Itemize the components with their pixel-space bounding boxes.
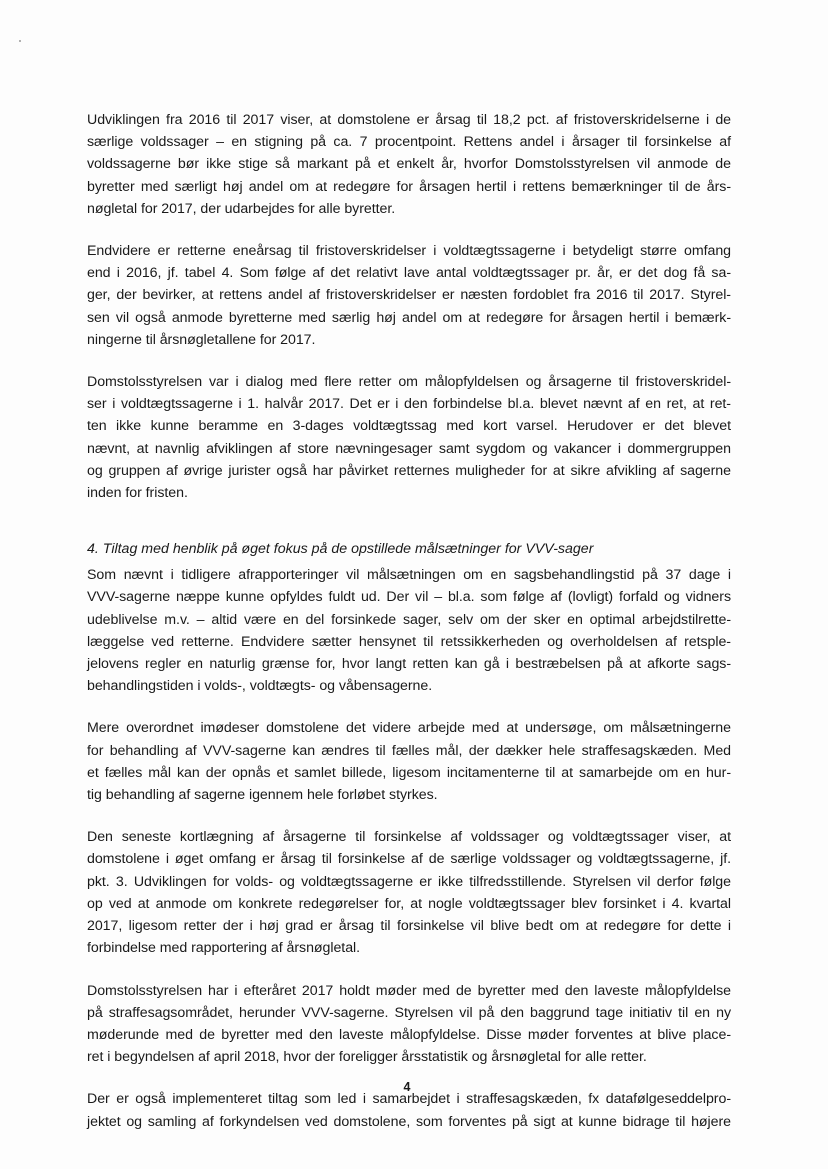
section-heading: 4. Tiltag med henblik på øget fokus på de opstillede målsætninger for VVV-sager (87, 541, 594, 558)
page-number: 4 (403, 1080, 411, 1094)
text-line: pkt. 3. Udviklingen for volds- og voldtægtssagerne er ikke tilfredsstillende. Styrelsen vil derfor følge (87, 873, 731, 890)
text-line: ger, der bevirker, at rettens andel af fristoverskridelser er næsten fordoblet fra 2016 til 2017. Styrel- (87, 287, 731, 304)
text-line: Mere overordnet imødeser domstolene det videre arbejde med at undersøge, om målsætningerne (87, 720, 731, 737)
text-line: end i 2016, jf. tabel 4. Som følge af det relativt lave antal voldtægtssager pr. år, er det dog få sa- (87, 265, 731, 282)
text-line: voldssagerne bør ikke stige så markant på et enkelt år, hvorfor Domstolsstyrelsen vil anmode de (87, 156, 731, 173)
text-line: Udviklingen fra 2016 til 2017 viser, at domstolene er årsag til 18,2 pct. af fristoverskridelserne i de (87, 112, 731, 128)
text-line: ten ikke kunne beramme en 3-dages voldtægtssag med kort varsel. Herudover er det blevet (87, 418, 731, 435)
scan-speck (19, 40, 21, 42)
text-line: udeblivelse m.v. – altid være en del forsinkede sager, selv om der sker en optimal arbejdstilrette- (87, 611, 731, 628)
paragraph-4 (87, 564, 731, 697)
text-line: op ved at anmode om konkrete redegørelser for, at nogle voldtægtssager blev forsinket i 4. kvartal (87, 895, 731, 912)
text-line: møderunde med de byretter med den laveste målopfyldelse. Disse møder forventes at blive place- (87, 1026, 731, 1043)
text-line: 2017, ligesom retter der i høj grad er årsag til forsinkelse vil blive bedt om at redegøre for dette i (87, 918, 731, 935)
text-line: VVV-sagerne næppe kunne opfyldes fuldt ud. Der vil – bl.a. som følge af (lovligt) forfald og vidners (87, 589, 731, 606)
paragraph-1 (87, 109, 731, 220)
text-line: behandlingstiden i volds-, voldtægts- og våbensagerne. (87, 678, 433, 695)
text-line: tig behandling af sagerne igennem hele forløbet styrkes. (87, 787, 438, 804)
paragraph-2 (87, 240, 731, 351)
text-line: Endvidere er retterne eneårsag til fristoverskridelser i voldtægtssagerne i betydeligt større omfang (87, 243, 731, 260)
text-line: for behandling af VVV-sagerne kan ændres til fælles mål, der dækker hele straffesagskæden. Med (87, 742, 731, 759)
text-line: ningerne til årsnøgletallene for 2017. (87, 331, 316, 348)
text-line: jelovens regler en naturlig grænse for, hvor langt retten kan gå i bestræbelsen på at afkorte sags- (87, 656, 731, 673)
text-line: nøgletal for 2017, der udarbejdes for alle byretter. (87, 200, 396, 217)
text-line: Som nævnt i tidligere afrapporteringer vil målsætningen om en sagsbehandlingstid på 37 dage i (87, 567, 731, 584)
text-line: inden for fristen. (87, 485, 188, 502)
text-line: Der er også implementeret tiltag som led i samarbejdet i straffesagskæden, fx datafølgeseddelpro- (87, 1091, 731, 1108)
text-line: på straffesagsområdet, herunder VVV-sagerne. Styrelsen vil på den baggrund tage initiativ til en ny (87, 1004, 731, 1021)
paragraph-5 (87, 717, 731, 806)
text-line: sen vil også anmode byretterne med særlig høj andel om at redegøre for årsagen hertil i bemærk- (87, 309, 731, 326)
text-line: og gruppen af øvrige jurister også har påvirket retternes muligheder for at sikre afvikling af sagerne (87, 462, 731, 479)
text-line: ret i begyndelsen af april 2018, hvor der foreligger årsstatistik og årsnøgletal for alle retter. (87, 1049, 647, 1066)
text-line: Domstolsstyrelsen var i dialog med flere retter om målopfyldelsen og årsagerne til fristoverskridel- (87, 374, 731, 391)
text-line: et fælles mål kan der opnås et samlet billede, ligesom incitamenterne til at samarbejde om en hur- (87, 764, 731, 781)
text-line: læggelse ved retterne. Endvidere sætter hensynet til retssikkerheden og overholdelsen af retsple- (87, 633, 731, 650)
text-line: byretter med særligt høj andel om at redegøre for årsagen hertil i rettens bemærkninger til de års- (87, 178, 731, 195)
text-line: ser i voldtægtssagerne i 1. halvår 2017. Det er i den forbindelse bl.a. blevet nævnt af en ret, at ret- (87, 396, 731, 413)
text-line: domstolene i øget omfang er årsag til forsinkelse af de særlige voldssager og voldtægtssagerne, jf. (87, 851, 731, 868)
document-body (87, 109, 731, 1153)
text-line: særlige voldssager – en stigning på ca. 7 procentpoint. Rettens andel i årsager til forsinkelse af (87, 134, 731, 151)
text-line: jektet og samling af forkyndelsen ved domstolene, som forventes på sigt at kunne bidrage til højere (87, 1113, 731, 1130)
paragraph-6 (87, 826, 731, 959)
text-line: nævnt, at navnlig afviklingen af store nævningesager samt sygdom og vakancer i dommergruppen (87, 440, 731, 457)
text-line: Domstolsstyrelsen har i efteråret 2017 holdt møder med de byretter med den laveste målopfyldelse (87, 982, 731, 999)
paragraph-3 (87, 371, 731, 504)
text-line: forbindelse med rapportering af årsnøgletal. (87, 940, 361, 957)
text-line: Den seneste kortlægning af årsagerne til forsinkelse af voldssager og voldtægtssager viser, at (87, 829, 731, 846)
paragraph-7 (87, 980, 731, 1069)
paragraph-8 (87, 1088, 731, 1132)
